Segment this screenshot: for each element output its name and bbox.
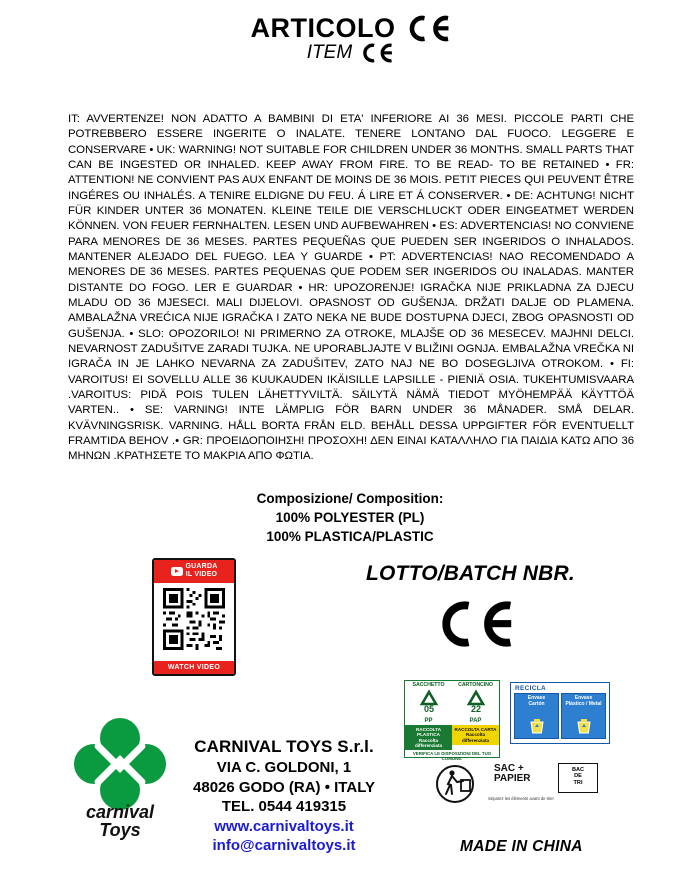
recycling-col-card: [452, 683, 499, 750]
recycling-symbols: [404, 672, 634, 802]
header: [0, 0, 700, 63]
card-material-code: PAP: [469, 717, 482, 724]
recycle-bin-icon: [528, 717, 546, 735]
ce-mark-icon: [404, 15, 450, 42]
bac-de-tri-box: BAC DE TRI: [558, 763, 598, 793]
made-in-label: MADE IN CHINA: [460, 838, 583, 855]
brand-email[interactable]: info@carnivaltoys.it: [212, 837, 356, 855]
recicla-cell-plastico: Envase Plástico / Metal: [561, 693, 606, 739]
card-title: CARTONCINO: [458, 682, 493, 688]
page-title-it: ARTICOLO: [250, 13, 396, 43]
svg-text:22: 22: [470, 703, 481, 714]
video-badge-label-it: GUARDA IL VIDEO: [185, 563, 218, 579]
warnings-text: IT: AVVERTENZE! NON ADATTO A BAMBINI DI ETA' INFERIORE AI 36 MESI. PICCOLE PARTI CHE POTREBBERO ESSERE INGERITE O INALATE. TENERE LONTANO DAL FUOCO. LEGGERE E CONSERVARE • UK: WARNING! NOT SUITABLE FOR CHILDREN UNDER 36 MONTHS. SMALL PARTS THAT CAN BE INGESTED OR INHALED. KEEP AWAY FROM FIRE. TO BE READ- TO BE RETAINED • FR: ATTENTION! NE CONVIENT PAS AUX ENFANT DE MOINS DE 36 MOIS. PETIT PIECES QUI PEUVENT ÊTRE INGÉRES OU INHALÉS. A TENIRE ELDIGNE DU FEU. Á LIRE ET Á CONSERVER. • DE: ACHTUNG! NICHT FÜR KINDER UNTER 36 MONATEN. KLEINE TEILE DIE VERSCHLUCKT ODER EINGEATMET WERDEN KÖNNEN. VON FEUER FERNHALTEN. LESEN UND AUFBEWAHREN • ES: ADVERTENCIAS! NO CONVIENE PARA MENORES DE 36 MESES. PARTES PEQUEÑAS QUE PUEDEN SER INGERIDOS O INHALADOS. MANTENER ALEJADO DEL FUEGO. LEA Y GUARDE • PT: ADVERTENCIAS! NAO RECOMENDADO A MENORES DE 36 MESES. PARTES PEQUENAS QUE PODEM SER INGERIDOS OU INALADAS. MANTER DISTANTE DO FOGO. LER E GUARDAR • HR: UPOZORENJE! IGRAČKA NIJE PRIKLADNA ZA DJECU MLADU OD 36 MJESECI. MALI DIJELOVI. OPASNOST OD GUŠENJA. DRŽATI DALJE OD PLAMENA. AMBALAŽNA VREĆICA NIJE IGRAČKA I ZATO NEKA NE BUDE DOSTUPNA DJECI, ZBOG OPASNOSTI OD GUŠENJA. • SLO: OPOZORILO! NI PRIMERNO ZA OTROKE, MLAJŠE OD 36 MESECEV. MAJHNI DELCI. NEVARNOST ZADUŠITVE ZARADI TUJKA. NE UPORABLJAJTE V BLIŽINI OGNJA. EMBALAŽNA VREČKA NI IGRAČA IN JE LAHKO NEVARNA ZA ZADUŠITEV, ZATO NAJ NE BO DOSEGLJIVA OTROKOM. • FI: VAROITUS! EI SOVELLU ALLE 36 KUUKAUDEN IKÄISILLE LAPSILLE - PIENIÄ OSIA. TUKEHTUMISVAARA .VAROITUS: PIDÄ POIS TULEN LÄHETTYVILTÄ. SÄILYTÄ NÄMÄ TIEDOT MYÖHEMPÄÄ KÄYTTÖÄ VARTEN.. • SE: VARNING! INTE LÄMPLIG FÖR BARN UNDER 36 MÅNADER. SMÅ DELAR. KVÄVNINGSRISK. VARNING. HÅLL BORTA FRÅN ELD. BEHÅLL DESSA UPPGIFTER FÖR EVENTUELLT FRAMTIDA BEHOV .• GR: ΠΡΟΕΙΔΟΠΟΙΗΣΗ! ΠΡΟΣΟΧΗ! ΔΕΝ ΕΙΝΑΙ ΚΑΤΑΛΛΗΛΟ ΓΙΑ ΠΑΙΔΙΑ ΚΑΤΩ ΑΠΟ 36 ΜΗΝΩΝ .ΚΡΑΤΗΣΕΤΕ ΤΟ ΜΑΚΡΙΑ ΑΠΟ ΦΩΤΙΑ.: [68, 113, 634, 463]
header-title-en-row: [0, 43, 700, 63]
sac-papier-block: [428, 764, 614, 804]
brand-contact-block: [176, 736, 392, 856]
sac-papier-note: Séparez les éléments avant de trier: [488, 796, 554, 801]
brand-company-name: CARNIVAL TOYS S.r.l.: [194, 737, 374, 756]
svg-text:Toys: Toys: [99, 820, 141, 840]
qr-code-icon: [163, 588, 225, 650]
composition-label: Composizione/ Composition:: [256, 491, 444, 506]
batch-number-label: LOTTO/BATCH NBR.: [366, 562, 575, 585]
video-badge-footer: WATCH VIDEO: [154, 661, 234, 674]
mobius-loop-icon: [414, 689, 444, 715]
card-collection-band: RACCOLTA CARTA Raccolta differenziata: [452, 725, 499, 745]
brand-address: VIA C. GOLDONI, 1: [216, 759, 352, 777]
sac-papier-label: SAC + PAPIER: [494, 763, 531, 784]
ce-mark-large-icon: [427, 600, 519, 653]
brand-city: 48026 GODO (RA) • ITALY: [193, 778, 375, 796]
page-title-en: ITEM: [306, 42, 353, 64]
recicla-cell-carton: Envase Cartón: [514, 693, 559, 739]
bag-collection-band: RACCOLTA PLASTICA Raccolta differenziata: [405, 725, 452, 750]
recicla-title: RECICLA: [511, 683, 609, 693]
recycle-bin-icon-2: [575, 717, 593, 735]
spanish-recycling-box: [510, 682, 610, 744]
composition-material-1: 100% POLYESTER (PL): [275, 510, 425, 526]
brand-telephone: TEL. 0544 419315: [221, 798, 347, 816]
recycling-note: VERIFICA LE DISPOSIZIONI DEL TUO COMUNE.: [412, 751, 492, 762]
carnival-toys-clover-logo: [72, 716, 168, 840]
ce-mark-icon-small: [359, 43, 393, 63]
tidyman-recycle-icon: [428, 764, 482, 804]
composition-block: [0, 489, 700, 546]
composition-material-2: 100% PLASTICA/PLASTIC: [266, 529, 434, 545]
header-title-it-row: [0, 14, 700, 42]
watch-video-badge[interactable]: [152, 558, 236, 676]
video-badge-header: [154, 560, 234, 583]
bag-title: SACCHETTO: [412, 682, 445, 688]
svg-text:05: 05: [423, 703, 434, 714]
svg-text:carnival: carnival: [85, 802, 155, 822]
bag-material-code: PP: [424, 717, 433, 724]
mobius-loop-icon-2: [461, 689, 491, 715]
recycling-col-bag: [405, 683, 452, 750]
brand-website[interactable]: www.carnivaltoys.it: [214, 817, 354, 835]
italian-recycling-box: [404, 680, 500, 762]
youtube-play-icon: [171, 567, 183, 576]
